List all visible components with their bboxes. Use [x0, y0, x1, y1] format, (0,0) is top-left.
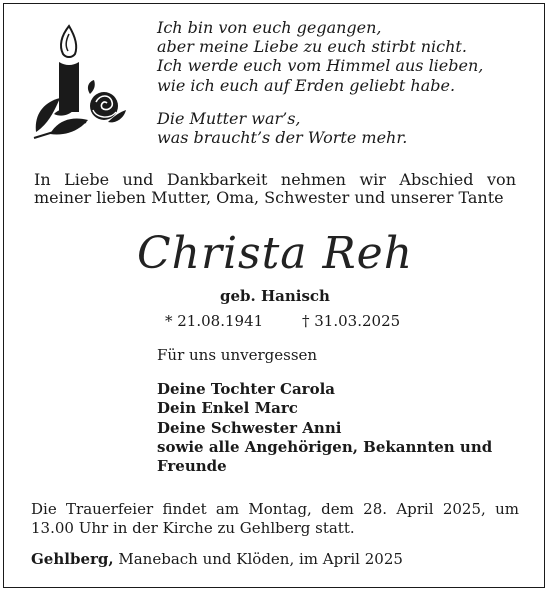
birth-name: geb. Hanisch [220, 287, 330, 305]
place-town: Gehlberg, [31, 550, 114, 568]
mourner: Deine Tochter Carola [157, 380, 335, 398]
death-date: † 31.03.2025 [302, 312, 401, 330]
deceased-name: Christa Reh [136, 228, 414, 279]
poem-line: was braucht’s der Worte mehr. [157, 128, 408, 148]
intro-text: In Liebe und Dankbarkeit nehmen wir Abschied von meiner lieben Mutter, Oma, Schwester und unserer Tante [34, 170, 516, 207]
mourner: Freunde [157, 457, 227, 476]
mourner: sowie alle Angehörigen, Bekannten und [157, 437, 493, 456]
mourner: Deine Schwester Anni [157, 418, 342, 437]
mourners-list [157, 380, 492, 476]
poem-line: Die Mutter war’s, [157, 108, 301, 128]
remembrance-line: Für uns unvergessen [157, 346, 318, 364]
poem [157, 18, 483, 147]
poem-line: Ich bin von euch gegangen, [157, 18, 382, 37]
place-rest: Manebach und Klöden, im April 2025 [113, 550, 403, 568]
birth-date: * 21.08.1941 [165, 312, 264, 330]
mourner: Dein Enkel Marc [157, 399, 298, 418]
poem-line: aber meine Liebe zu euch stirbt nicht. [157, 37, 467, 57]
candle-with-rose-icon [30, 22, 130, 146]
service-info: Die Trauerfeier findet am Montag, dem 28. April 2025, um 13.00 Uhr in der Kirche zu Gehlberg statt. [31, 500, 519, 537]
poem-line: Ich werde euch vom Himmel aus lieben, [157, 56, 484, 76]
poem-line: wie ich euch auf Erden geliebt habe. [157, 75, 456, 95]
place-date [31, 550, 403, 568]
